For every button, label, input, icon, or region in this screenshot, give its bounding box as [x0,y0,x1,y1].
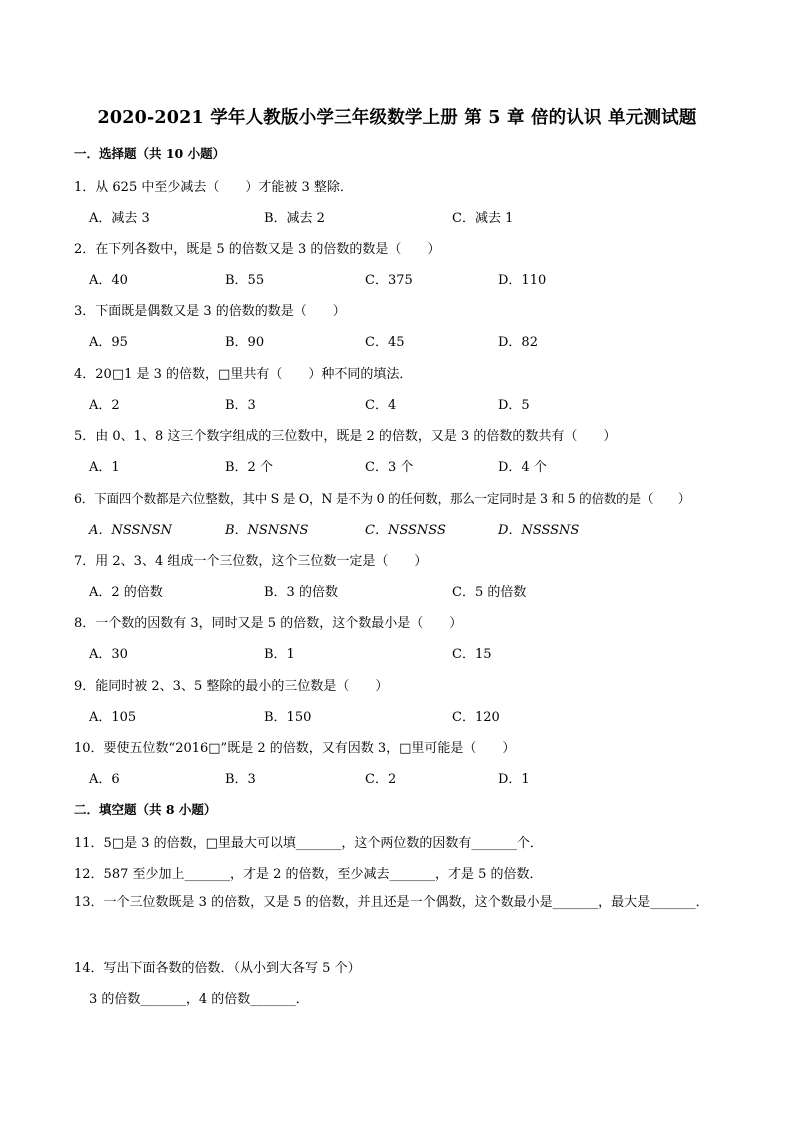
options-q9 [89,706,729,724]
option: D．4 个 [498,460,547,475]
options-q5 [89,456,729,474]
option: A．减去 3 [89,211,150,226]
option: D．5 [498,398,530,413]
option: B．NSNSNS [225,523,309,538]
options-q4 [89,394,729,412]
option: C．2 [365,772,397,787]
question-2: 2．在下列各数中，既是 5 的倍数又是 3 的倍数的数是（ ） [74,242,441,257]
option: C．3 个 [365,460,414,475]
option: A．40 [89,273,128,288]
option: C．5 的倍数 [452,585,527,600]
option: C．15 [452,647,492,662]
options-q3 [89,331,729,349]
option: B．90 [225,335,265,350]
option: A．105 [89,710,137,725]
option: A．6 [89,772,120,787]
fill-question-14: 14．写出下面各数的倍数．（从小到大各写 5 个） [74,961,361,976]
question-9: 9．能同时被 2、3、5 整除的最小的三位数是（ ） [74,679,389,694]
option: B．减去 2 [264,211,325,226]
question-10: 10．要使五位数“2016□”既是 2 的倍数，又有因数 3，□里可能是（ ） [74,741,516,756]
question-4: 4．20□1 是 3 的倍数，□里共有（ ）种不同的填法． [74,367,413,382]
options-q8 [89,643,729,661]
option: D．110 [498,273,547,288]
option: C．NSSNSS [365,523,446,538]
option: D．82 [498,335,538,350]
option: A．95 [89,335,128,350]
section-heading-choice: 一．选择题（共 10 小题） [74,146,226,161]
option: A．2 的倍数 [89,585,163,600]
option: C．45 [365,335,405,350]
option: A．2 [89,398,120,413]
option: A．30 [89,647,128,662]
options-q6 [89,519,729,537]
options-q1 [89,207,729,225]
option: D．NSSSNS [498,523,580,538]
option: B．1 [264,647,295,662]
fill-question-14-answer-line: 3 的倍数_______，4 的倍数_______． [89,992,309,1007]
option: B．3 的倍数 [264,585,338,600]
fill-question-11: 11．5□是 3 的倍数，□里最大可以填_______，这个两位数的因数有_______个． [74,836,543,851]
option: B．55 [225,273,265,288]
option: C．4 [365,398,397,413]
option: A．1 [89,460,120,475]
fill-question-13: 13．一个三位数既是 3 的倍数，又是 5 的倍数，并且还是一个偶数，这个数最小是_______，最大是_______． [74,895,709,910]
option: C．120 [452,710,500,725]
question-6: 6．下面四个数都是六位整数，其中 S 是 O，N 是不为 0 的任何数，那么一定同时是 3 和 5 的倍数的是（ ） [74,491,691,506]
option: B．150 [264,710,312,725]
option: C．减去 1 [452,211,514,226]
option: D．1 [498,772,530,787]
option: B．3 [225,398,256,413]
fill-question-12: 12．587 至少加上_______，才是 2 的倍数，至少减去_______，才是 5 的倍数． [74,867,543,882]
question-7: 7．用 2、3、4 组成一个三位数，这个三位数一定是（ ） [74,554,428,569]
section-heading-fill: 二．填空题（共 8 小题） [74,802,217,817]
page-title: 2020-2021 学年人教版小学三年级数学上册 第 5 章 倍的认识 单元测试题 [97,108,697,128]
options-q10 [89,768,729,786]
option: B．2 个 [225,460,273,475]
options-q2 [89,269,729,287]
option: B．3 [225,772,256,787]
option: A．NSSNSN [89,523,173,538]
question-5: 5．由 0、1、8 这三个数字组成的三位数中，既是 2 的倍数，又是 3 的倍数的数共有（ ） [74,429,617,444]
question-8: 8．一个数的因数有 3，同时又是 5 的倍数，这个数最小是（ ） [74,616,463,631]
question-3: 3．下面既是偶数又是 3 的倍数的数是（ ） [74,304,346,319]
question-1: 1．从 625 中至少减去（ ）才能被 3 整除． [74,180,353,195]
option: C．375 [365,273,413,288]
options-q7 [89,581,729,599]
